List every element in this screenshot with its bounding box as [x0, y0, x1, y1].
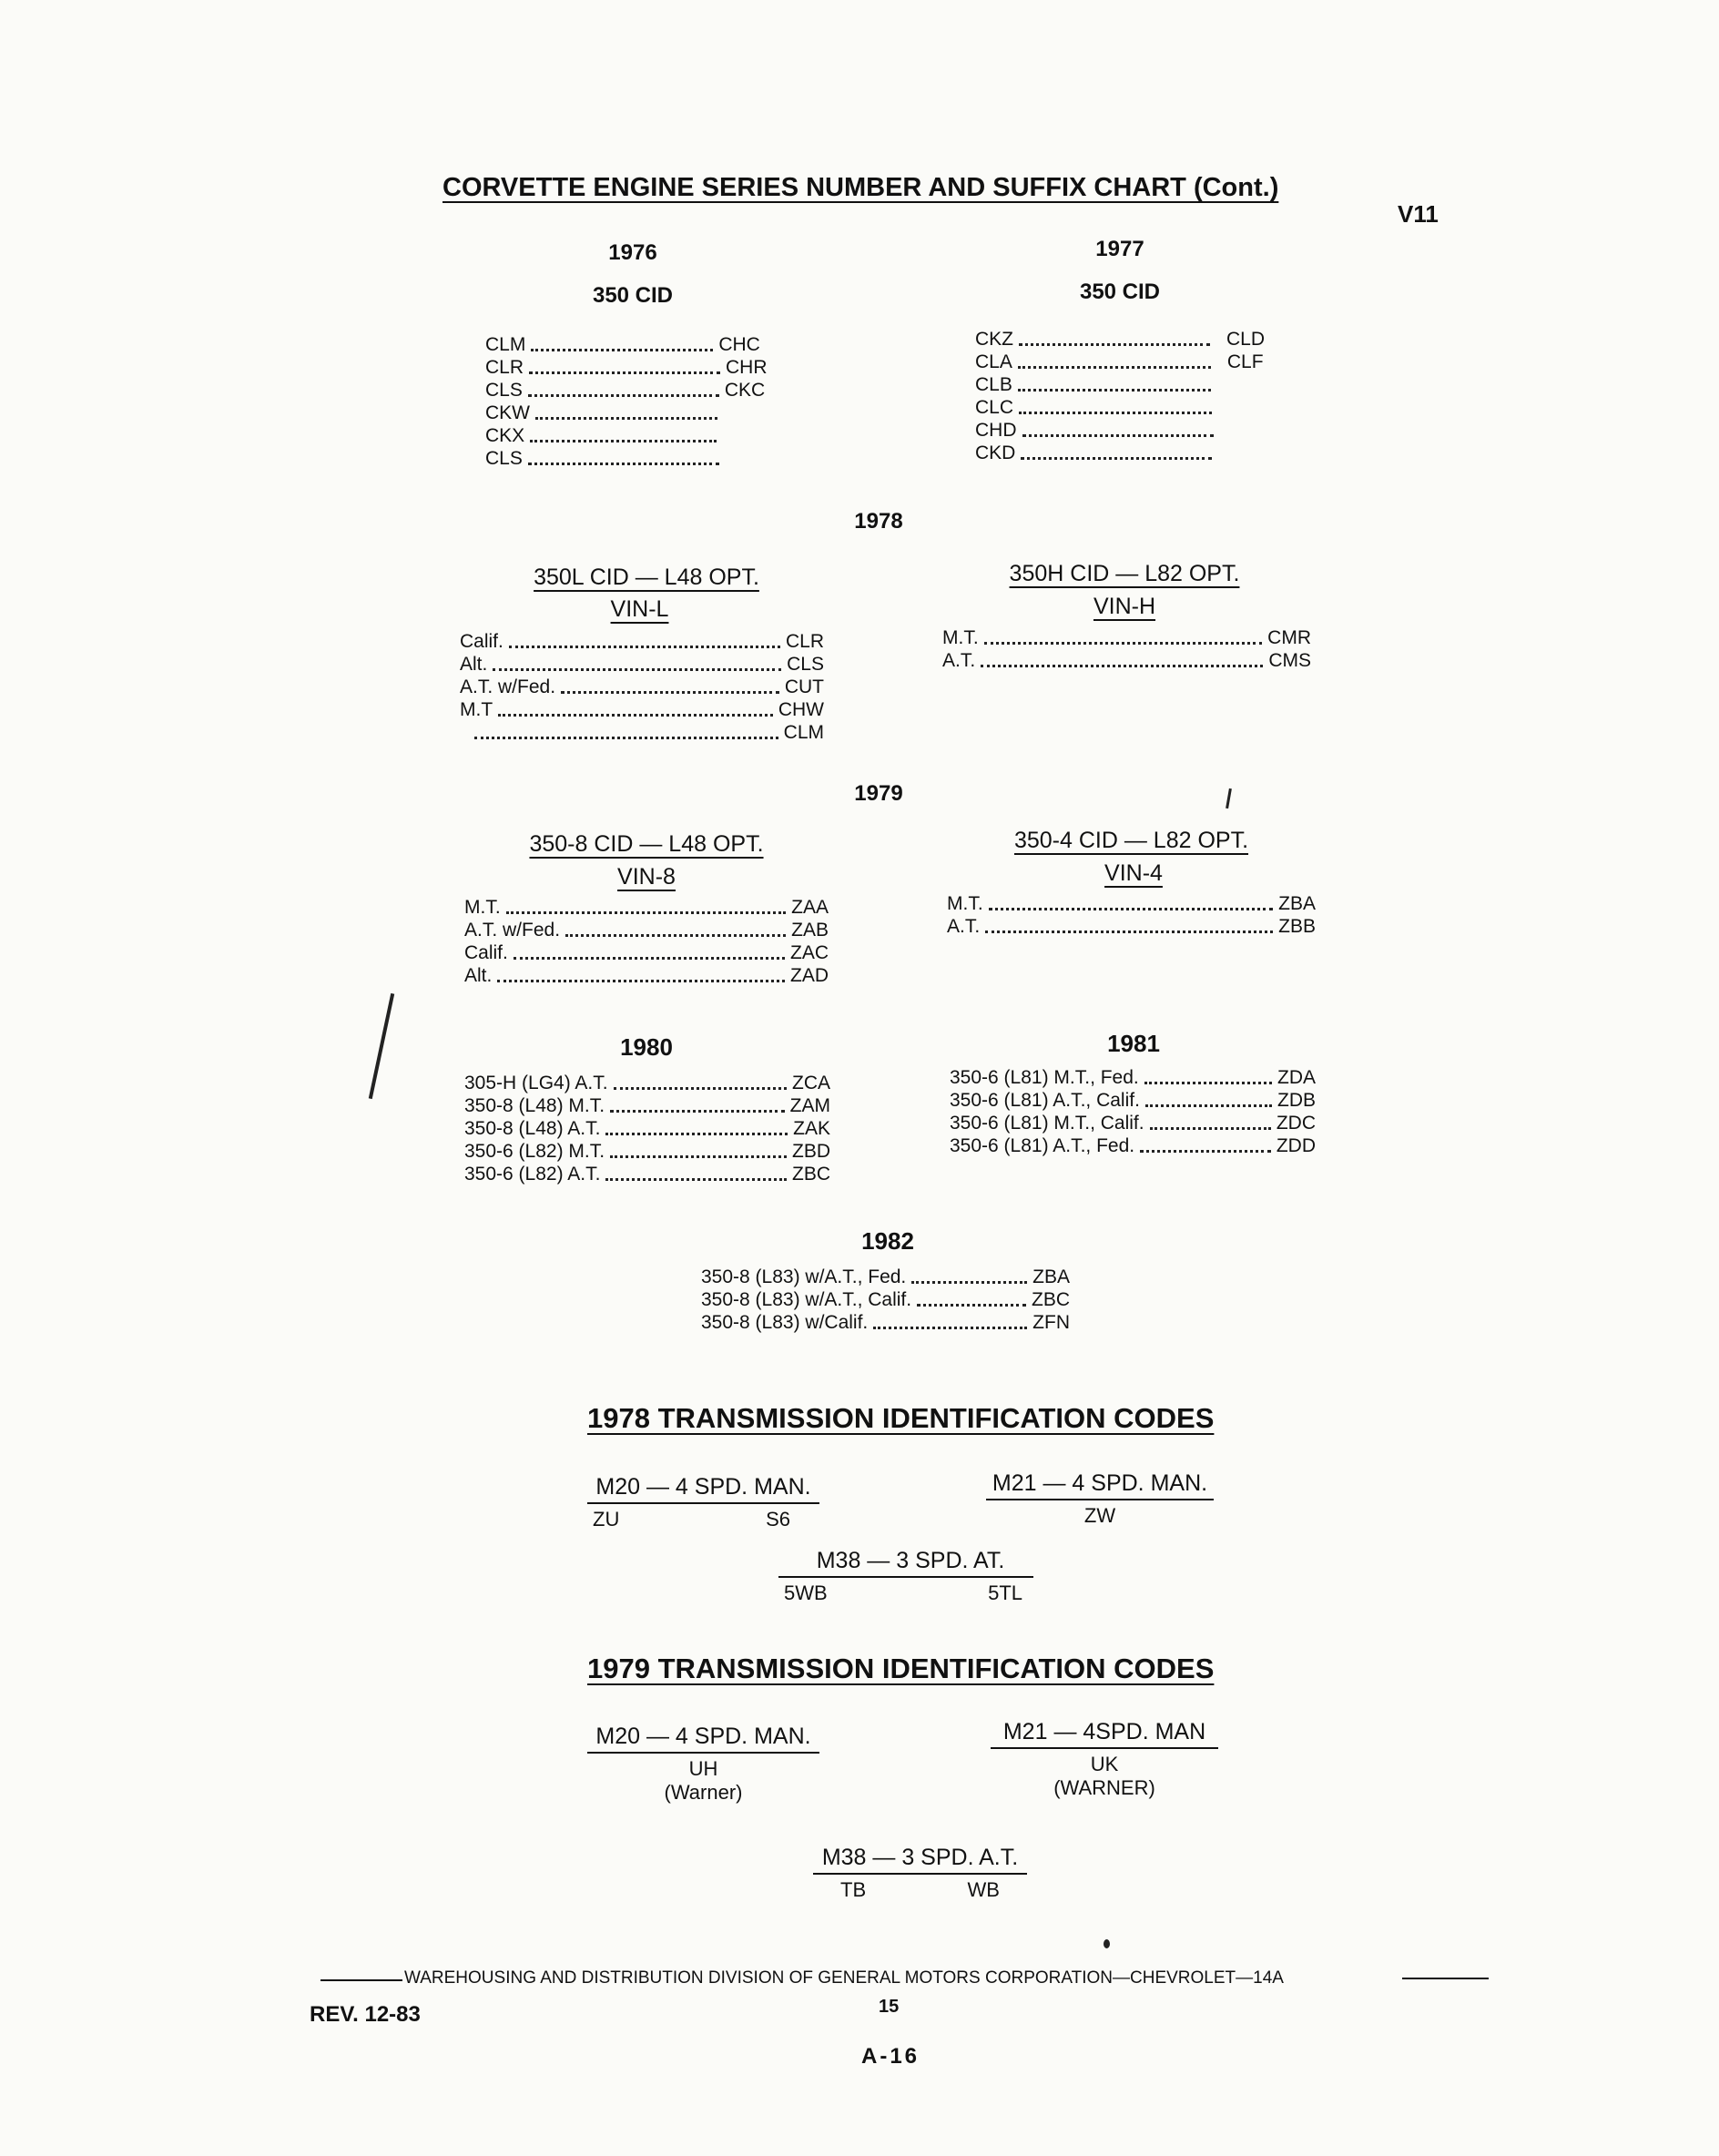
scan-mark [1226, 788, 1232, 808]
m38-codes [778, 1578, 1033, 1605]
leader-dots [1019, 343, 1210, 346]
suffix-code: CHR [726, 357, 768, 378]
y1978-right-heading: 350H CID — L82 OPT. [1009, 561, 1240, 586]
engine-label: Calif. [460, 631, 503, 652]
footer-rule-right [1402, 1978, 1489, 1979]
trans-note: (Warner) [664, 1781, 743, 1804]
list-row [975, 328, 1285, 351]
trans-1978-m20 [587, 1474, 819, 1531]
engine-label: 350-8 (L83) w/A.T., Calif. [701, 1289, 912, 1310]
y1978-left-list [460, 630, 824, 744]
suffix-code: ZBD [792, 1141, 830, 1162]
year-1976-heading: 1976 [608, 240, 657, 265]
list-row [460, 698, 824, 721]
list-row [975, 351, 1285, 373]
leader-dots [514, 957, 785, 960]
scan-mark [369, 993, 394, 1099]
leader-dots [529, 371, 720, 374]
y1979-left-list [464, 896, 829, 987]
list-row [701, 1311, 1070, 1334]
suffix-code: CKC [724, 380, 766, 401]
engine-label: 350-6 (L81) A.T., Calif. [950, 1090, 1140, 1111]
list-row [950, 1134, 1316, 1157]
list-row [464, 1072, 830, 1094]
year-1979-heading: 1979 [854, 781, 903, 806]
list-row [950, 1112, 1316, 1134]
list-row [701, 1266, 1070, 1288]
suffix-code: ZBA [1278, 893, 1316, 914]
engine-label: M.T [460, 699, 493, 720]
trans-1979-m20 [587, 1724, 819, 1805]
engine-label: CKX [485, 425, 525, 446]
suffix-code: CMR [1267, 627, 1311, 648]
list-row [947, 915, 1316, 938]
engine-label: 350-8 (L83) w/A.T., Fed. [701, 1266, 907, 1287]
leader-dots [605, 1133, 788, 1135]
engine-label: CLB [975, 374, 1012, 395]
leader-dots [498, 714, 773, 717]
trans-1978-title: 1978 TRANSMISSION IDENTIFICATION CODES [587, 1402, 1215, 1434]
y1979-right-list [947, 892, 1316, 938]
m38-heading: M38 — 3 SPD. A.T. [813, 1845, 1027, 1875]
list-row [485, 333, 790, 356]
engine-label: 350-8 (L48) A.T. [464, 1118, 601, 1139]
list-row [464, 1117, 830, 1140]
leader-dots [981, 665, 1263, 667]
list-row [947, 892, 1316, 915]
m38-heading: M38 — 3 SPD. AT. [816, 1548, 1005, 1573]
leader-dots [531, 349, 713, 351]
leader-dots [506, 911, 786, 914]
list-row [485, 402, 790, 424]
suffix-code: ZDC [1276, 1113, 1316, 1134]
list-row [460, 721, 824, 744]
leader-dots [474, 737, 778, 739]
engine-label: A.T. [947, 916, 981, 937]
list-row [942, 626, 1311, 649]
trans-code: S6 [766, 1508, 790, 1531]
suffix-code: ZAA [791, 897, 829, 918]
m20-heading: M20 — 4 SPD. MAN. [587, 1474, 819, 1504]
suffix-code: ZFN [1032, 1312, 1070, 1333]
suffix-code: CLR [785, 631, 824, 652]
list-row [975, 373, 1285, 396]
year-1977-cid: 350 CID [1079, 280, 1161, 304]
leader-dots [917, 1304, 1026, 1307]
footer-rev: REV. 12-83 [310, 2002, 421, 2027]
suffix-code: ZBC [792, 1164, 830, 1185]
trans-1979-title: 1979 TRANSMISSION IDENTIFICATION CODES [587, 1653, 1215, 1684]
engine-label: 350-6 (L81) M.T., Fed. [950, 1067, 1139, 1088]
leader-dots [605, 1178, 787, 1181]
engine-label: CLA [975, 351, 1012, 372]
engine-label: M.T. [942, 627, 979, 648]
footer-rule-left [320, 1979, 402, 1981]
leader-dots [1018, 389, 1211, 392]
leader-dots [528, 463, 719, 465]
suffix-code: CHW [778, 699, 824, 720]
year-1976-cid: 350 CID [592, 283, 674, 308]
year-1982-list [701, 1266, 1070, 1334]
year-1976-list [485, 333, 790, 470]
list-row [464, 1163, 830, 1185]
engine-label: 350-6 (L82) A.T. [464, 1164, 601, 1185]
list-row [460, 653, 824, 676]
trans-1978-m21 [986, 1470, 1214, 1528]
trans-1979-m21 [991, 1719, 1218, 1800]
y1978-left-vin: VIN-L [610, 596, 669, 622]
leader-dots [1021, 457, 1212, 460]
year-1977-heading: 1977 [1095, 237, 1144, 261]
leader-dots [1140, 1150, 1271, 1153]
m21-heading: M21 — 4 SPD. MAN. [986, 1470, 1214, 1500]
y1978-left-heading: 350L CID — L48 OPT. [534, 564, 759, 590]
y1979-left-vin: VIN-8 [617, 864, 676, 890]
engine-label: CKD [975, 442, 1016, 463]
suffix-code: ZCA [792, 1073, 830, 1093]
list-row [485, 447, 790, 470]
corner-code: V11 [1398, 200, 1439, 228]
engine-label: CHD [975, 420, 1017, 441]
suffix-code: ZDD [1276, 1135, 1316, 1156]
leader-dots [497, 980, 785, 982]
suffix-code: CHC [718, 334, 760, 355]
trans-code: TB [840, 1878, 867, 1901]
suffix-code: ZAC [790, 942, 829, 963]
footer-page-code: A-16 [861, 2044, 921, 2069]
list-row [950, 1066, 1316, 1089]
leader-dots [493, 668, 781, 671]
year-1978-heading: 1978 [854, 509, 903, 534]
suffix-code: CLF [1226, 351, 1264, 372]
list-row [464, 919, 829, 941]
leader-dots [1022, 434, 1214, 437]
leader-dots [614, 1087, 787, 1090]
list-row [460, 676, 824, 698]
y1979-right-vin: VIN-4 [1104, 860, 1163, 886]
y1979-right-heading: 350-4 CID — L82 OPT. [1013, 828, 1249, 853]
y1978-right-vin: VIN-H [1093, 594, 1156, 619]
scan-mark [1104, 1939, 1110, 1948]
engine-label: 350-8 (L83) w/Calif. [701, 1312, 869, 1333]
year-1977-list [975, 328, 1285, 464]
suffix-code: CMS [1268, 650, 1311, 671]
engine-label: M.T. [947, 893, 983, 914]
trans-code: 5WB [784, 1581, 828, 1604]
list-row [464, 1094, 830, 1117]
engine-label: A.T. [942, 650, 976, 671]
leader-dots [873, 1327, 1027, 1329]
suffix-code: ZBB [1278, 916, 1316, 937]
suffix-code: ZDA [1277, 1067, 1316, 1088]
suffix-code: ZAK [793, 1118, 830, 1139]
trans-code: ZU [593, 1508, 620, 1531]
trans-code: WB [967, 1878, 1000, 1901]
leader-dots [509, 646, 780, 648]
leader-dots [989, 908, 1273, 910]
year-1980-list [464, 1072, 830, 1185]
engine-label: 350-6 (L81) M.T., Calif. [950, 1113, 1144, 1134]
year-1981-list [950, 1066, 1316, 1157]
suffix-code: ZBC [1032, 1289, 1070, 1310]
list-row [485, 356, 790, 379]
leader-dots [535, 417, 717, 420]
engine-label: Calif. [464, 942, 508, 963]
engine-label: 305-H (LG4) A.T. [464, 1073, 608, 1093]
trans-code: ZW [1083, 1504, 1116, 1527]
suffix-code: ZAD [790, 965, 829, 986]
leader-dots [528, 394, 719, 397]
leader-dots [1018, 366, 1211, 369]
trans-note: (WARNER) [1053, 1776, 1155, 1799]
engine-label: 350-6 (L82) M.T. [464, 1141, 605, 1162]
list-row [460, 630, 824, 653]
engine-label: Alt. [460, 654, 488, 675]
engine-label: CLS [485, 380, 523, 401]
list-row [464, 896, 829, 919]
m21-heading: M21 — 4SPD. MAN [991, 1719, 1218, 1749]
m38-codes [813, 1875, 1027, 1902]
leader-dots [1144, 1082, 1272, 1084]
list-row [464, 1140, 830, 1163]
list-row [464, 964, 829, 987]
list-row [464, 941, 829, 964]
engine-label: M.T. [464, 897, 501, 918]
engine-label: CLS [485, 448, 523, 469]
year-1980-heading: 1980 [620, 1033, 673, 1061]
suffix-code: CLS [787, 654, 824, 675]
leader-dots [1019, 412, 1212, 414]
leader-dots [985, 931, 1273, 933]
engine-label: CLM [485, 334, 526, 355]
m20-codes [587, 1504, 819, 1531]
leader-dots [610, 1110, 785, 1113]
engine-label: 350-6 (L81) A.T., Fed. [950, 1135, 1135, 1156]
engine-label: 350-8 (L48) M.T. [464, 1095, 605, 1116]
footer-page-number: 15 [879, 1997, 900, 2017]
page-title: CORVETTE ENGINE SERIES NUMBER AND SUFFIX CHART (Cont.) [442, 173, 1279, 202]
engine-label: CKZ [975, 329, 1013, 350]
leader-dots [610, 1155, 787, 1158]
leader-dots [1145, 1104, 1272, 1107]
y1979-left-heading: 350-8 CID — L48 OPT. [529, 831, 764, 857]
leader-dots [1150, 1127, 1271, 1130]
list-row [485, 424, 790, 447]
suffix-code: CUT [784, 676, 824, 697]
suffix-code: CLM [783, 722, 824, 743]
footer-division: WAREHOUSING AND DISTRIBUTION DIVISION OF GENERAL MOTORS CORPORATION—CHEVROLET—14A [404, 1968, 1284, 1988]
engine-label: CLC [975, 397, 1014, 418]
m20-heading: M20 — 4 SPD. MAN. [587, 1724, 819, 1754]
engine-label: CLR [485, 357, 524, 378]
suffix-code: CLD [1226, 329, 1266, 350]
engine-label: Alt. [464, 965, 493, 986]
list-row [950, 1089, 1316, 1112]
trans-code: 5TL [988, 1581, 1022, 1604]
trans-1978-m38 [778, 1548, 1033, 1605]
list-row [975, 442, 1285, 464]
trans-code: UH [688, 1757, 718, 1780]
list-row [942, 649, 1311, 672]
list-row [485, 379, 790, 402]
list-row [975, 419, 1285, 442]
leader-dots [565, 934, 786, 937]
suffix-code: ZAM [789, 1095, 830, 1116]
y1978-right-list [942, 626, 1311, 672]
suffix-code: ZAB [791, 920, 829, 941]
year-1981-heading: 1981 [1107, 1030, 1160, 1057]
leader-dots [911, 1281, 1027, 1284]
year-1982-heading: 1982 [861, 1227, 914, 1255]
trans-1979-m38 [813, 1845, 1027, 1902]
trans-code: UK [1090, 1753, 1119, 1775]
engine-label: CKW [485, 402, 530, 423]
engine-label: A.T. w/Fed. [460, 676, 556, 697]
list-row [701, 1288, 1070, 1311]
engine-label: A.T. w/Fed. [464, 920, 561, 941]
list-row [975, 396, 1285, 419]
leader-dots [561, 691, 779, 694]
leader-dots [530, 440, 717, 442]
suffix-code: ZDB [1277, 1090, 1316, 1111]
leader-dots [984, 642, 1263, 645]
suffix-code: ZBA [1032, 1266, 1070, 1287]
